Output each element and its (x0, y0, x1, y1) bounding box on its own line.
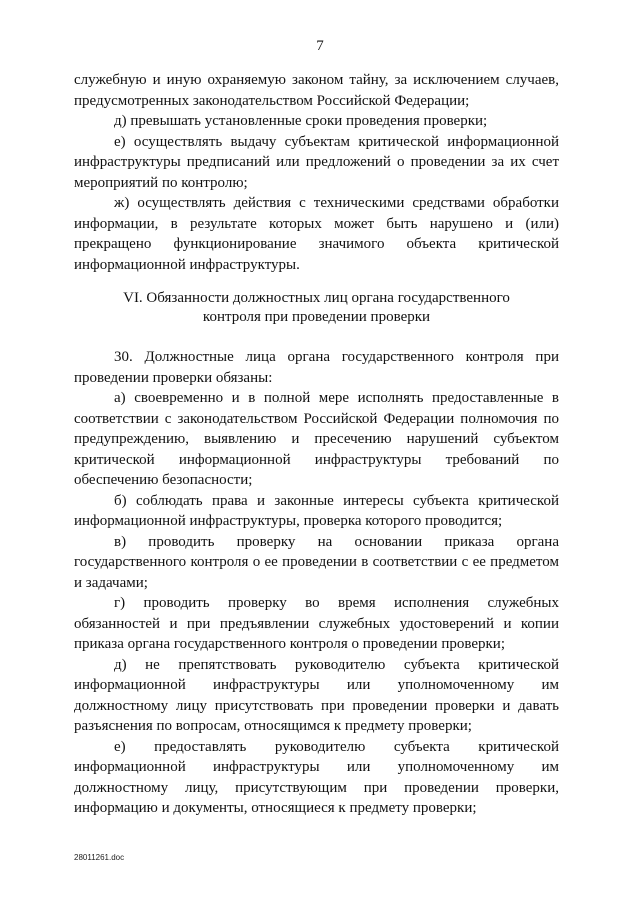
paragraph-item-b: б) соблюдать права и законные интересы субъекта критической информационной инфраструктуры, проверка которого проводится; (74, 492, 559, 529)
paragraph-item-d2: д) не препятствовать руководителю субъекта критической информационной инфраструктуры или уполномоченному им должностному лицу присутствовать при проведении проверки и давать разъяснения по вопросам, относящимся к предмету проверки; (74, 656, 559, 734)
paragraph-item-a: а) своевременно и в полной мере исполнять предоставленные в соответствии с законодательством Российской Федерации полномочия по предупреждению, выявлению и пресечению нарушений субъектом критической информационной инфраструктуры требований по обеспечению безопасности; (74, 390, 559, 488)
paragraph-30: 30. Должностные лица органа государственного контроля при проведении проверки обязаны: (74, 349, 559, 386)
paragraph-item-e2: е) предоставлять руководителю субъекта критической информационной инфраструктуры или уполномоченному им должностному лицу, присутствующим при проведении проверки, информацию и документы, относящиеся к предмету проверки; (74, 738, 559, 816)
paragraph-item-d: д) превышать установленные сроки проведения проверки; (114, 113, 488, 129)
page-number: 7 (316, 38, 324, 54)
paragraph-item-g: г) проводить проверку во время исполнения служебных обязанностей и при предъявлении служебных удостоверений и копии приказа органа государственного контроля о проведении проверки; (74, 595, 559, 652)
section-heading: VI. Обязанности должностных лиц органа государственного контроля при проведении проверки (123, 290, 510, 325)
footer-file-name: 28011261.doc (74, 853, 125, 862)
paragraph-item-v: в) проводить проверку на основании приказа органа государственного контроля о ее проведении в соответствии с ее предметом и задачами; (74, 533, 559, 591)
document-body (74, 70, 559, 819)
paragraph-item-e: е) осуществлять выдачу субъектам критической информационной инфраструктуры предписаний или предложений о проведении за их счет мероприятий по контролю; (74, 133, 559, 191)
paragraph-item-zh: ж) осуществлять действия с техническими средствами обработки информации, в результате которых может быть нарушено и (или) прекращено функционирование значимого объекта критической информационной инфраструктуры. (74, 195, 559, 273)
paragraph-continuation: служебную и иную охраняемую законом тайну, за исключением случаев, предусмотренных законодательством Российской Федерации; (74, 72, 559, 109)
